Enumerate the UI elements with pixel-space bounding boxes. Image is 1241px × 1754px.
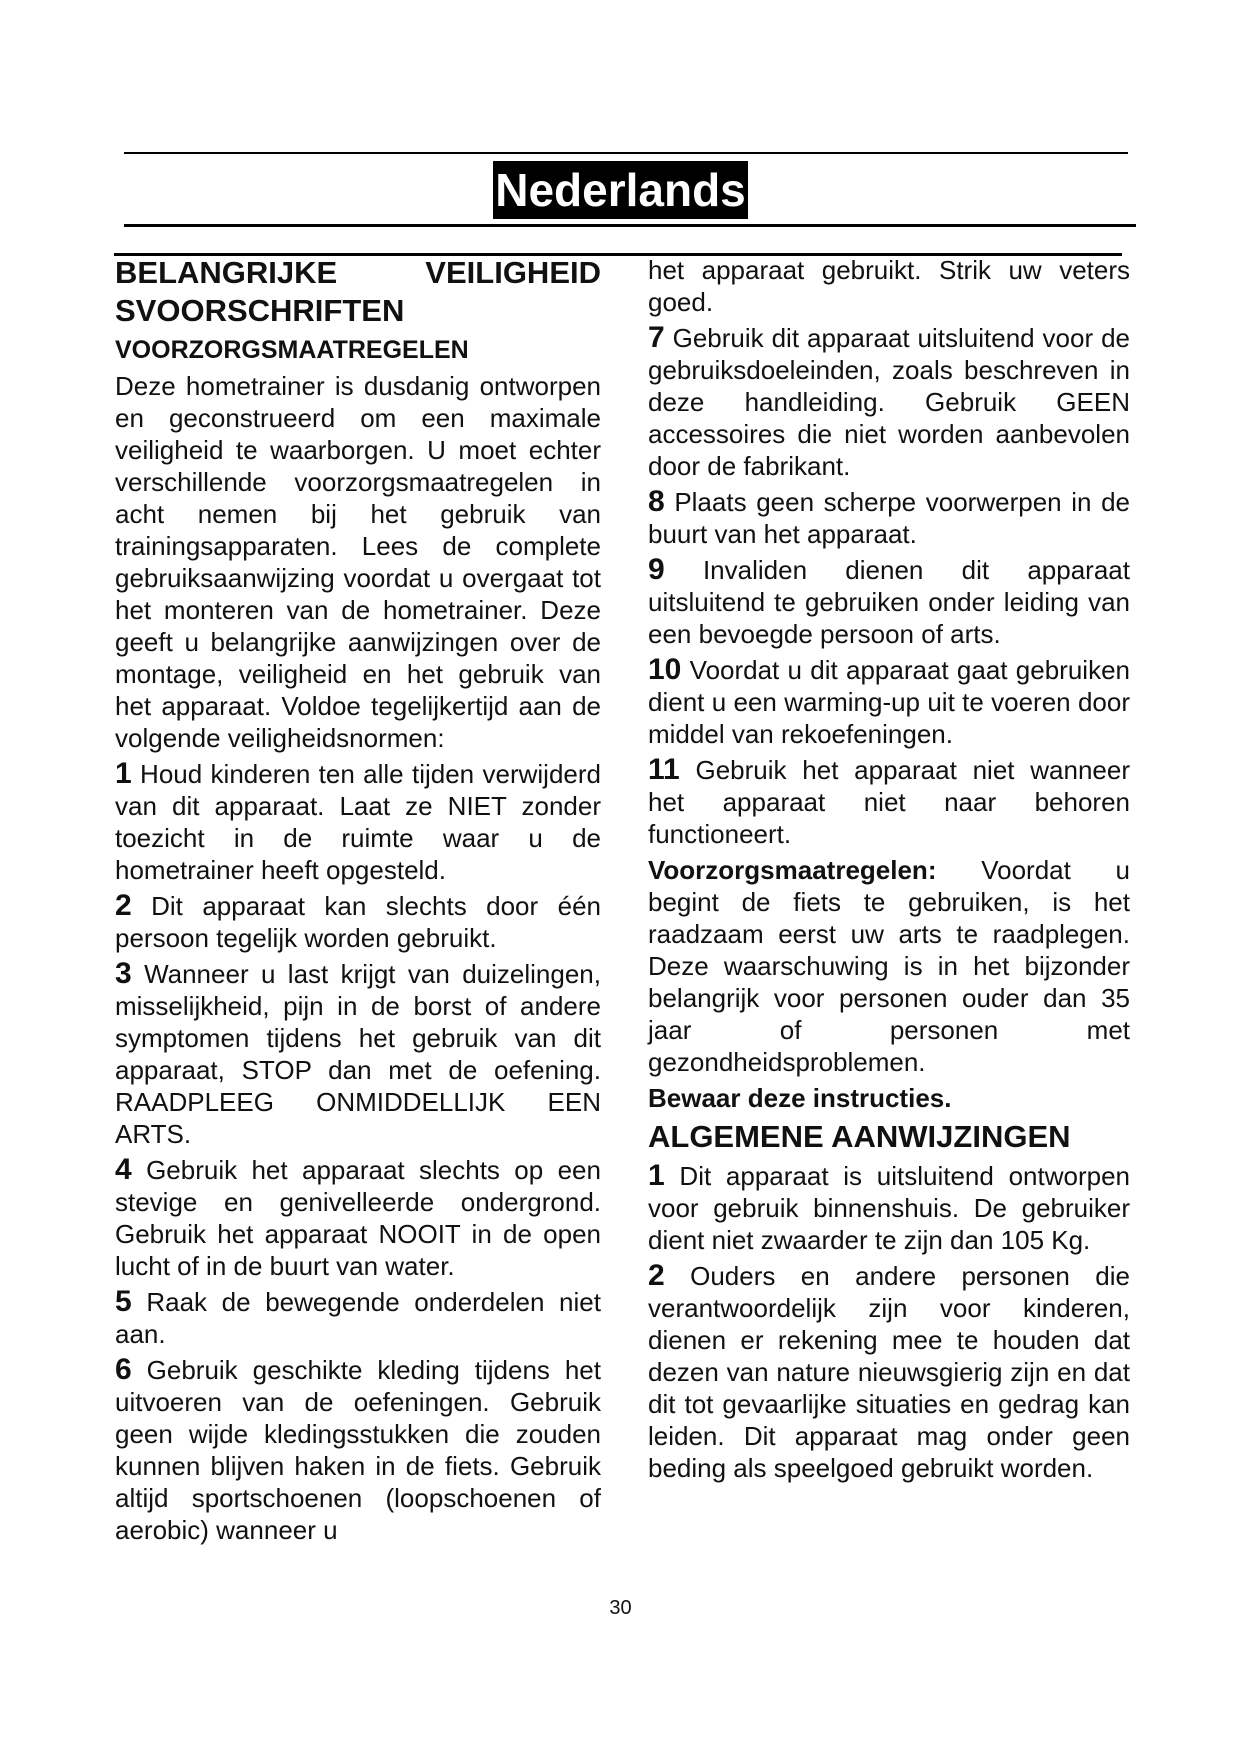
item-number: 2 xyxy=(115,889,132,922)
caution-label: Voorzorgsmaatregelen: xyxy=(648,855,937,885)
list-item xyxy=(648,1260,1130,1484)
item-number: 5 xyxy=(115,1285,132,1318)
item-number: 8 xyxy=(648,485,665,518)
item-text: Invaliden dienen dit apparaat uitsluitend te gebruiken onder leiding van een bevoegde persoon of arts. xyxy=(648,555,1130,649)
list-item xyxy=(648,1160,1130,1256)
item-text: Dit apparaat kan slechts door één persoon tegelijk worden gebruikt. xyxy=(115,891,601,953)
item-number: 9 xyxy=(648,553,665,586)
list-item xyxy=(648,486,1130,550)
list-item xyxy=(648,754,1130,850)
list-item xyxy=(648,654,1130,750)
header-bottom-rule xyxy=(124,224,1136,227)
item-number: 3 xyxy=(115,957,132,990)
item-text: Voordat u dit apparaat gaat gebruiken dient u een warming-up uit te voeren door middel van rekoefeningen. xyxy=(648,655,1130,749)
general-heading: ALGEMENE AANWIJZINGEN xyxy=(648,1119,1071,1154)
left-column xyxy=(115,254,601,1550)
caution-text: Voordat u begint de fiets te gebruiken, is het raadzaam eerst uw arts te raadplegen. Deze waarschuwing is in het bijzonder belangrijk voor personen ouder dan 35 jaar of personen met gezondheidsproblemen. xyxy=(648,855,1130,1077)
list-item xyxy=(115,1286,601,1350)
item-text: Gebruik dit apparaat uitsluitend voor de gebruiksdoeleinden, zoals beschreven in deze handleiding. Gebruik GEEN accessoires die niet worden aanbevolen door de fabrikant. xyxy=(648,323,1130,481)
list-item xyxy=(115,1354,601,1546)
item-text: Gebruik het apparaat niet wanneer het apparaat niet naar behoren functioneert. xyxy=(648,755,1130,849)
item-number: 11 xyxy=(648,753,680,786)
item-number: 1 xyxy=(115,757,132,790)
header-top-rule xyxy=(124,152,1128,154)
item-number: 2 xyxy=(648,1259,665,1292)
right-column xyxy=(648,254,1130,1488)
item-text: Gebruik geschikte kleding tijdens het uitvoeren van de oefeningen. Gebruik geen wijde kledingsstukken die zouden kunnen blijven haken in de fiets. Gebruik altijd sportschoenen (loopschoenen of aerobic) wanneer u xyxy=(115,1355,601,1545)
item-text: Plaats geen scherpe voorwerpen in de buurt van het apparaat. xyxy=(648,487,1130,549)
caution-paragraph xyxy=(648,854,1130,1078)
precautions-subheading: VOORZORGSMAATREGELEN xyxy=(115,336,469,364)
item-text: Ouders en andere personen die verantwoordelijk zijn voor kinderen, dienen er rekening mee te houden dat dezen van nature nieuwsgierig zijn en dat dit tot gevaarlijke situaties en gedrag kan leiden. Dit apparaat mag onder geen beding als speelgoed gebruikt worden. xyxy=(648,1261,1130,1483)
item-text: Gebruik het apparaat slechts op een stevige en genivelleerde ondergrond. Gebruik het apparaat NOOIT in de open lucht of in de buurt van water. xyxy=(115,1155,601,1281)
item-number: 7 xyxy=(648,321,665,354)
item-text: Dit apparaat is uitsluitend ontworpen voor gebruik binnenshuis. De gebruiker dient niet zwaarder te zijn dan 105 Kg. xyxy=(648,1161,1130,1255)
item-number: 10 xyxy=(648,653,682,686)
list-item xyxy=(648,554,1130,650)
item-text: Houd kinderen ten alle tijden verwijderd van dit apparaat. Laat ze NIET zonder toezicht in de ruimte waar u de hometrainer heeft opgesteld. xyxy=(115,759,601,885)
list-item xyxy=(115,958,601,1150)
safety-heading: BELANGRIJKE VEILIGHEID SVOORSCHRIFTEN xyxy=(115,255,601,328)
item-number: 6 xyxy=(115,1353,132,1386)
list-item xyxy=(648,322,1130,482)
intro-paragraph: Deze hometrainer is dusdanig ontworpen en geconstrueerd om een maximale veiligheid te waarborgen. U moet echter verschillende voorzorgsmaatregelen in acht nemen bij het gebruik van trainingsapparaten. Lees de complete gebruiksaanwijzing voordat u overgaat tot het monteren van de hometrainer. Deze geeft u belangrijke aanwijzingen over de montage, veiligheid en het gebruik van het apparaat. Voldoe tegelijkertijd aan de volgende veiligheidsnormen: xyxy=(115,371,601,753)
list-item xyxy=(115,890,601,954)
list-item xyxy=(115,1154,601,1282)
continuation-text: het apparaat gebruikt. Strik uw veters goed. xyxy=(648,255,1130,317)
keep-instructions-note: Bewaar deze instructies. xyxy=(648,1083,952,1113)
item-number: 4 xyxy=(115,1153,132,1186)
list-item xyxy=(115,758,601,886)
language-title xyxy=(0,161,1241,219)
item-number: 1 xyxy=(648,1159,665,1192)
item-text: Raak de bewegende onderdelen niet aan. xyxy=(115,1287,601,1349)
language-label: Nederlands xyxy=(493,161,748,219)
page-number: 30 xyxy=(609,1597,632,1619)
item-text: Wanneer u last krijgt van duizelingen, misselijkheid, pijn in de borst of andere symptomen tijdens het gebruik van dit apparaat, STOP dan met de oefening. RAADPLEEG ONMIDDELLIJK EEN ARTS. xyxy=(115,959,601,1149)
